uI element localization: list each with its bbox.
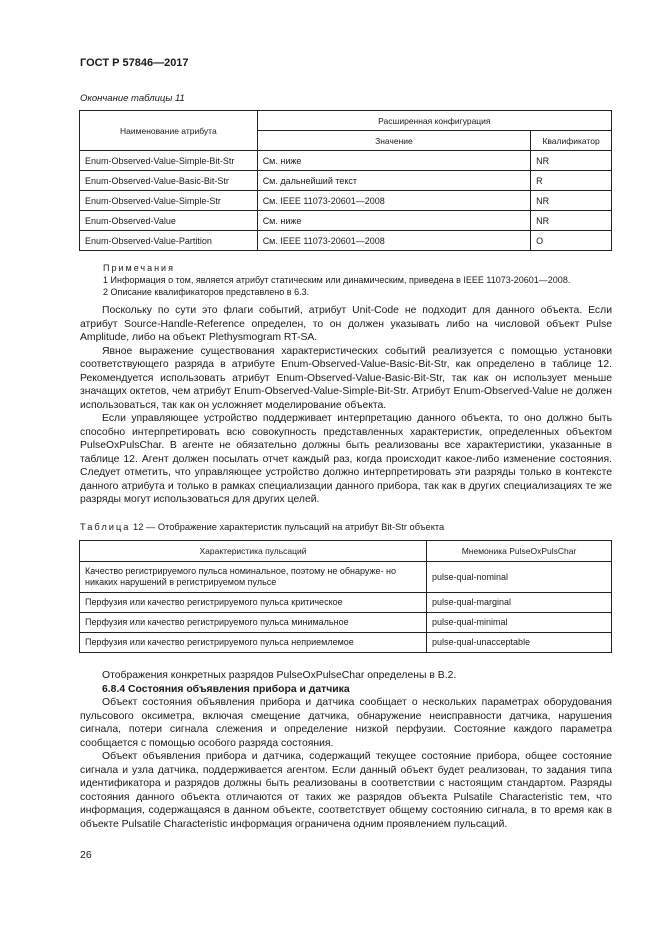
t12-cell-char: Перфузия или качество регистрируемого пульса неприемлемое [80,633,427,653]
table-row [80,633,612,653]
t11-cell-qual: O [531,231,612,251]
t11-header-qual: Квалификатор [531,131,612,151]
paragraph: Объект объявления прибора и датчика, содержащий текущее состояние прибора, общее состояние сигнала и узла датчика, поддерживается агентом. Если данный объект будет реализован, то задания типа идентификатора и разрядов должны быть реализованы в соответствии с настоящим стандартом. Разряды состояния данного объекта отличаются от таких же разрядов объекта Pulsatile Characteristic тем, что информация, содержащаяся в данном объекте, соответствует общему состоянию сигнала, в то время как в объекте Pulsatile Characteristic информация ограничена одним проявлением пульсаций. [80,751,612,830]
t11-cell-value: См. IEEE 11073-20601—2008 [257,231,530,251]
table-row [80,231,612,251]
table12-caption-word: Таблица [80,522,131,532]
paragraph: Если управляющее устройство поддерживает интерпретацию данного объекта, то оно должно быть способно интерпретировать всю совокупность представленных характеристик, определенных объектом PulseOxPulsChar. В агенте не обязательно должны быть реализованы все характеристики, указанные в таблице 12. Агент должен посылать отчет каждый раз, когда происходит какое-либо изменение состояния. Следует отметить, что управляющее устройство должно интерпретировать эти разряды только в контексте данного атрибута и только в рамках специализации данного прибора, так как в других специализациях те же разряды могут использоваться для других целей. [80,413,612,505]
paragraph: Отображения конкретных разрядов PulseOxPulseChar определены в В.2. [102,670,457,681]
t12-cell-char: Перфузия или качество регистрируемого пульса критическое [80,593,427,613]
t11-header-group: Расширенная конфигурация [257,111,611,131]
t11-cell-value: См. IEEE 11073-20601—2008 [257,191,530,211]
note-1: 1 Информация о том, является атрибут статическим или динамическим, приведена в IEEE 11073-20601—2008. [103,275,571,285]
t11-header-value: Значение [257,131,530,151]
table12-caption [80,522,444,532]
t11-cell-value: См. ниже [257,151,530,171]
notes-heading: Примечания [103,263,175,273]
table-row [80,191,612,211]
page-number: 26 [80,849,92,861]
t11-cell-qual: NR [531,211,612,231]
t12-cell-mnem: pulse-qual-marginal [427,593,612,613]
table-row [80,211,612,231]
t11-cell-qual: NR [531,191,612,211]
table-row [80,151,612,171]
table-12 [79,540,612,653]
t12-header-mnem: Мнемоника PulseOxPulsChar [427,541,612,562]
t12-cell-char: Качество регистрируемого пульса номинальное, поэтому не обнаруже- но никаких нарушений в регистрируемом пульсе [80,562,427,593]
t12-header-char: Характеристика пульсаций [80,541,427,562]
table11-notes [103,262,570,298]
paragraph: Поскольку по сути это флаги событий, атрибут Unit-Code не подходит для данного объекта. Если атрибут Source-Handle-Reference определен, то он должен указывать либо на числовой объект Pulse Amplitude, либо на объект Plethysmogram RT-SA. [80,305,612,343]
t11-cell-name: Enum-Observed-Value-Partition [80,231,258,251]
t11-cell-value: См. ниже [257,211,530,231]
t11-cell-qual: R [531,171,612,191]
body-section-2 [80,669,612,831]
t12-cell-mnem: pulse-qual-unacceptable [427,633,612,653]
note-2: 2 Описание квалификаторов представлено в 6.3. [103,287,310,297]
t11-cell-name: Enum-Observed-Value-Simple-Str [80,191,258,211]
paragraph: Явное выражение существования характеристических событий реализуется с помощью установки соответствующего разряда в атрибуте Enum-Observed-Value-Basic-Bit-Str, как определено в таблице 12. Рекомендуется использовать атрибут Enum-Observed-Value-Basic-Bit-Str, так как он использует меньше значащих октетов, чем атрибут Enum-Observed-Value-Simple-Bit-Str. Атрибут Enum-Observed-Value не должен использоваться, так как он усложняет моделирование объекта. [80,345,612,411]
table-row [80,613,612,633]
document-header: ГОСТ Р 57846—2017 [80,57,189,69]
t12-cell-mnem: pulse-qual-minimal [427,613,612,633]
t12-cell-char: Перфузия или качество регистрируемого пульса минимальное [80,613,427,633]
t11-cell-name: Enum-Observed-Value-Basic-Bit-Str [80,171,258,191]
table-row [80,171,612,191]
section-title: 6.8.4 Состояния объявления прибора и датчика [102,683,350,695]
body-section-1 [80,304,612,507]
paragraph: Объект состояния объявления прибора и датчика сообщает о нескольких параметрах оборудования пульсового оксиметра, включая смещение датчика, обнаружение неисправности датчика, нарушения сигнала, потери сигнала слежения и определение низкой перфузии. Состояние каждого параметра сообщается с помощью особого разряда состояния. [80,697,612,749]
table-row [80,593,612,613]
table-row [80,562,612,593]
t11-cell-qual: NR [531,151,612,171]
t11-header-attr: Наименование атрибута [80,111,258,151]
table11-caption: Окончание таблицы 11 [80,93,185,104]
table-11 [79,110,612,251]
t11-cell-name: Enum-Observed-Value [80,211,258,231]
t12-cell-mnem: pulse-qual-nominal [427,562,612,593]
t11-cell-value: См. дальнейший текст [257,171,530,191]
t11-cell-name: Enum-Observed-Value-Simple-Bit-Str [80,151,258,171]
table12-caption-rest: 12 — Отображение характеристик пульсаций на атрибут Bit-Str объекта [133,522,445,532]
